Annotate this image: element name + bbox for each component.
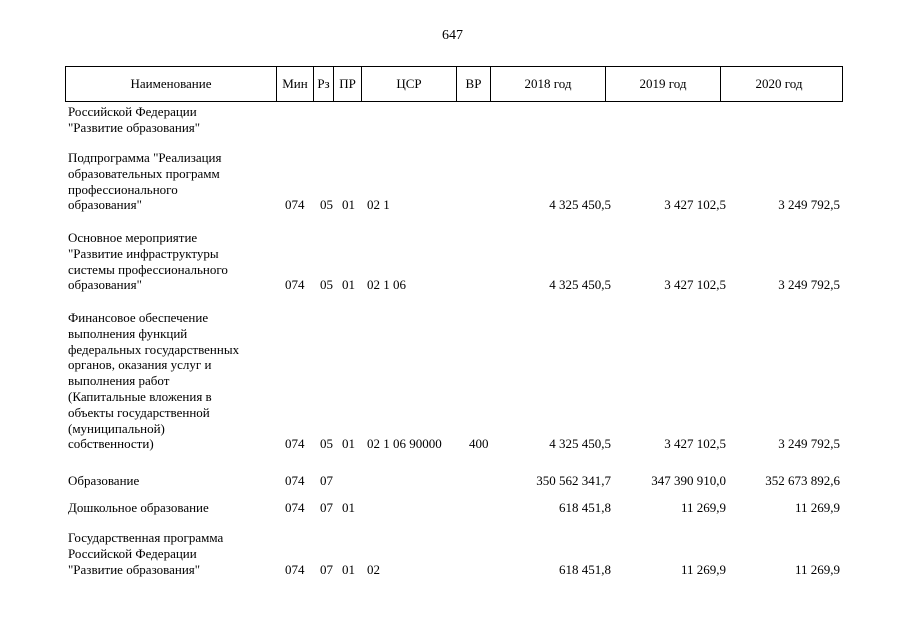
row-name-line: Дошкольное образование — [68, 500, 209, 515]
row-name — [68, 310, 270, 452]
cell-y2020: 352 673 892,6 — [765, 473, 840, 488]
cell-min: 074 — [285, 561, 305, 577]
cell-y2019: 347 390 910,0 — [651, 473, 726, 488]
row-name — [68, 530, 270, 577]
row-name-line: образовательных программ — [68, 165, 220, 181]
cell-y2019: 3 427 102,5 — [664, 277, 726, 293]
row-name-line: системы профессионального — [68, 261, 228, 277]
cell-rz: 05 — [320, 197, 333, 213]
row-name — [68, 473, 270, 489]
row-name — [68, 104, 270, 136]
row-name-line: выполнения функций — [68, 325, 188, 341]
cell-csr: 02 — [367, 561, 380, 577]
cell-min: 074 — [285, 436, 305, 452]
header-2020: 2020 год — [755, 76, 803, 91]
cell-y2018: 4 325 450,5 — [549, 436, 611, 452]
header-vr: ВР — [457, 67, 491, 101]
row-name-line: "Развитие инфраструктуры — [68, 245, 219, 261]
row-name-line: Подпрограмма "Реализация — [68, 150, 222, 165]
cell-y2018: 618 451,8 — [559, 500, 611, 515]
cell-pr: 01 — [342, 561, 355, 577]
row-name-line: образования" — [68, 277, 142, 293]
row-name-line: "Развитие образования" — [68, 561, 201, 577]
row-name-line: Российской Федерации — [68, 545, 197, 561]
row-name-line: Финансовое обеспечение — [68, 310, 209, 325]
cell-y2020: 11 269,9 — [794, 500, 840, 515]
row-name-line: (Капитальные вложения в — [68, 388, 212, 404]
cell-y2018: 4 325 450,5 — [549, 277, 611, 293]
cell-rz: 07 — [320, 561, 333, 577]
header-rz: Рз — [314, 67, 334, 101]
header-min: Мин — [277, 67, 314, 101]
row-name-line: Основное мероприятие — [68, 230, 198, 245]
page-number: 647 — [442, 28, 463, 43]
cell-pr: 01 — [342, 436, 355, 452]
row-name-line: Образование — [68, 473, 140, 488]
cell-rz: 07 — [320, 473, 333, 488]
row-name — [68, 500, 270, 516]
cell-vr: 400 — [469, 436, 489, 452]
cell-pr: 01 — [342, 277, 355, 293]
cell-y2018: 350 562 341,7 — [536, 473, 611, 488]
header-name: Наименование — [66, 67, 277, 101]
row-name-line: собственности) — [68, 436, 154, 452]
row-name — [68, 150, 270, 213]
cell-rz: 07 — [320, 500, 333, 515]
cell-y2019: 3 427 102,5 — [664, 436, 726, 452]
cell-rz: 05 — [320, 277, 333, 293]
header-csr: ЦСР — [362, 67, 457, 101]
cell-y2019: 11 269,9 — [680, 561, 726, 577]
row-name — [68, 230, 270, 293]
cell-csr: 02 1 06 — [367, 277, 406, 293]
row-name-line: Российской Федерации — [68, 104, 197, 119]
cell-y2020: 3 249 792,5 — [778, 436, 840, 452]
cell-y2019: 3 427 102,5 — [664, 197, 726, 213]
cell-y2020: 3 249 792,5 — [778, 197, 840, 213]
row-name-line: (муниципальной) — [68, 420, 165, 436]
cell-csr: 02 1 06 90000 — [367, 436, 442, 452]
row-name-line: "Развитие образования" — [68, 119, 201, 135]
cell-csr: 02 1 — [367, 197, 390, 213]
cell-min: 074 — [285, 473, 305, 488]
cell-y2020: 3 249 792,5 — [778, 277, 840, 293]
header-2019: 2019 год — [606, 67, 721, 101]
table-header — [65, 66, 843, 102]
row-name-line: объекты государственной — [68, 404, 210, 420]
cell-min: 074 — [285, 277, 305, 293]
row-name-line: органов, оказания услуг и — [68, 357, 212, 373]
row-name-line: образования" — [68, 197, 142, 213]
header-pr: ПР — [334, 67, 362, 101]
cell-rz: 05 — [320, 436, 333, 452]
header-2018: 2018 год — [491, 67, 606, 101]
cell-min: 074 — [285, 197, 305, 213]
cell-pr: 01 — [342, 197, 355, 213]
row-name-line: выполнения работ — [68, 373, 170, 389]
cell-pr: 01 — [342, 500, 355, 515]
cell-y2020: 11 269,9 — [794, 561, 840, 577]
cell-y2018: 4 325 450,5 — [549, 197, 611, 213]
row-name-line: федеральных государственных — [68, 341, 240, 357]
row-name-line: профессионального — [68, 181, 178, 197]
cell-min: 074 — [285, 500, 305, 515]
cell-y2019: 11 269,9 — [680, 500, 726, 515]
cell-y2018: 618 451,8 — [559, 561, 611, 577]
row-name-line: Государственная программа — [68, 530, 224, 545]
